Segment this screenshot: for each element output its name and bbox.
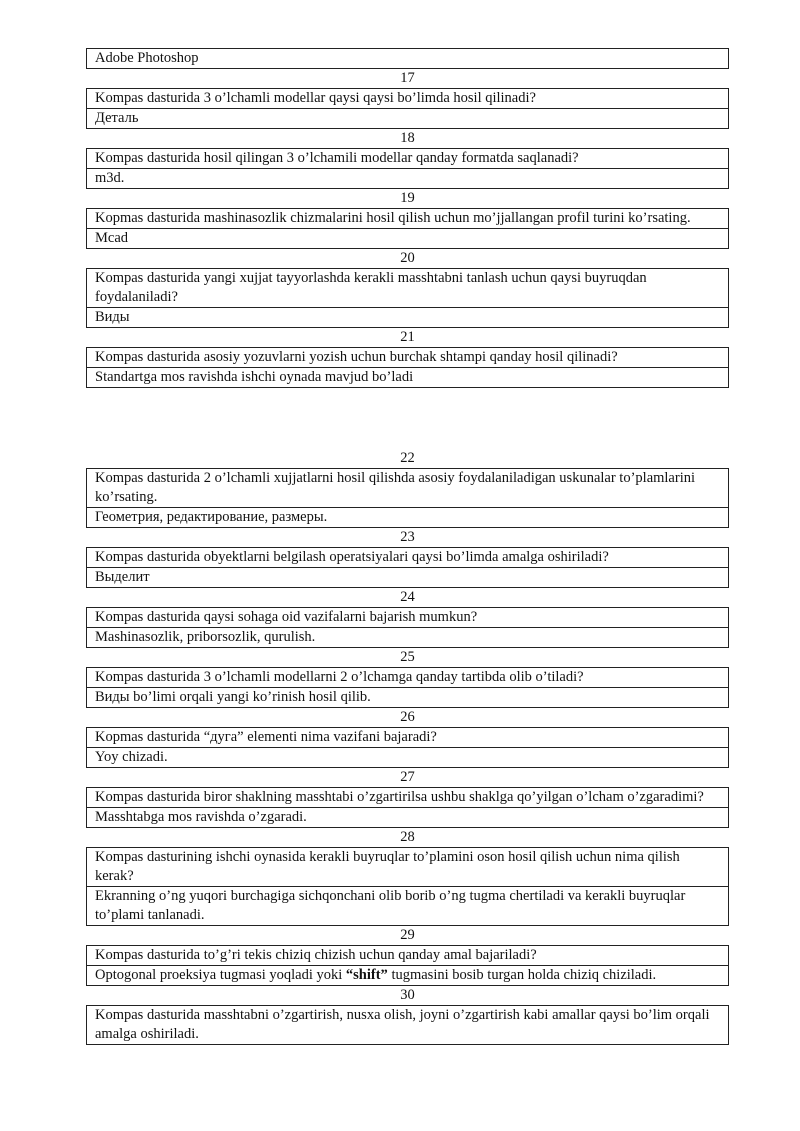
question-cell-23: Kompas dasturida obyektlarni belgilash operatsiyalari qaysi bo’limda amalga oshiriladi? — [86, 547, 729, 568]
answer-cell-28: Ekranning o’ng yuqori burchagiga sichqonchani olib borib o’ng tugma chertiladi va kerakli buyruqlar to’plami tanlanadi. — [86, 887, 729, 926]
question-number-18: 18 — [400, 130, 415, 146]
answer-cell-20: Виды — [86, 308, 729, 328]
question-number-26: 26 — [400, 709, 415, 725]
answer-text-29-part2: tugmasini bosib turgan holda chiziq chiziladi. — [387, 967, 657, 983]
question-number-17: 17 — [400, 70, 415, 86]
question-number-21: 21 — [400, 329, 415, 345]
answer-cell-23: Выделит — [86, 568, 729, 588]
question-cell-28: Kompas dasturining ishchi oynasida kerakli buyruqlar to’plamini oson hosil qilish uchun nima qilish kerak? — [86, 847, 729, 887]
question-number-19: 19 — [400, 190, 415, 206]
question-number-30: 30 — [400, 987, 415, 1003]
question-number-20: 20 — [400, 250, 415, 266]
question-number-23: 23 — [400, 529, 415, 545]
question-number-29: 29 — [400, 927, 415, 943]
answer-cell-22: Геометрия, редактирование, размеры. — [86, 508, 729, 528]
page-bottom-block — [86, 449, 729, 1045]
question-number-24: 24 — [400, 589, 415, 605]
answer-cell-19: Mcad — [86, 229, 729, 249]
answer-text-29-part1: Optogonal proeksiya tugmasi yoqladi yoki — [95, 967, 346, 983]
question-cell-30: Kompas dasturida masshtabni o’zgartirish, nusxa olish, joyni o’zgartirish kabi amallar qaysi bo’lim orqali amalga oshiriladi. — [86, 1005, 729, 1045]
answer-cell-24: Mashinasozlik, priborsozlik, qurulish. — [86, 628, 729, 648]
answer-cell-18: m3d. — [86, 169, 729, 189]
question-cell-21: Kompas dasturida asosiy yozuvlarni yozish uchun burchak shtampi qanday hosil qilinadi? — [86, 347, 729, 368]
page-top-block — [86, 48, 729, 388]
answer-cell-26: Yoy chizadi. — [86, 748, 729, 768]
question-number-25: 25 — [400, 649, 415, 665]
answer-cell-21: Standartga mos ravishda ishchi oynada mavjud bo’ladi — [86, 368, 729, 388]
question-cell-17: Kompas dasturida 3 o’lchamli modellar qaysi qaysi bo’limda hosil qilinadi? — [86, 88, 729, 109]
question-cell-20: Kompas dasturida yangi xujjat tayyorlashda kerakli masshtabni tanlash uchun qaysi buyruqdan foydalaniladi? — [86, 268, 729, 308]
question-cell-27: Kompas dasturida biror shaklning masshtabi o’zgartirilsa ushbu shaklga qo’yilgan o’lcham o’zgaradimi? — [86, 787, 729, 808]
question-cell-22: Kompas dasturida 2 o’lchamli xujjatlarni hosil qilishda asosiy foydalaniladigan uskunalar to’plamlarini ko’rsating. — [86, 468, 729, 508]
answer-cell-25: Виды bo’limi orqali yangi ko’rinish hosil qilib. — [86, 688, 729, 708]
question-cell-26: Kopmas dasturida “дуга” elementi nima vazifani bajaradi? — [86, 727, 729, 748]
question-cell-25: Kompas dasturida 3 o’lchamli modellarni 2 o’lchamga qanday tartibda olib o’tiladi? — [86, 667, 729, 688]
question-number-22: 22 — [400, 450, 415, 466]
question-cell-18: Kompas dasturida hosil qilingan 3 o’lchamili modellar qanday formatda saqlanadi? — [86, 148, 729, 169]
answer-cell-17: Деталь — [86, 109, 729, 129]
answer-cell-29 — [86, 966, 729, 986]
question-number-27: 27 — [400, 769, 415, 785]
answer-cell-27: Masshtabga mos ravishda o’zgaradi. — [86, 808, 729, 828]
answer-cell-16: Adobe Photoshop — [86, 48, 729, 69]
question-cell-19: Kopmas dasturida mashinasozlik chizmalarini hosil qilish uchun mo’jjallangan profil turini ko’rsating. — [86, 208, 729, 229]
answer-text-29-bold: “shift” — [345, 967, 388, 983]
question-cell-24: Kompas dasturida qaysi sohaga oid vazifalarni bajarish mumkun? — [86, 607, 729, 628]
question-cell-29: Kompas dasturida to’g’ri tekis chiziq chizish uchun qanday amal bajariladi? — [86, 945, 729, 966]
question-number-28: 28 — [400, 829, 415, 845]
